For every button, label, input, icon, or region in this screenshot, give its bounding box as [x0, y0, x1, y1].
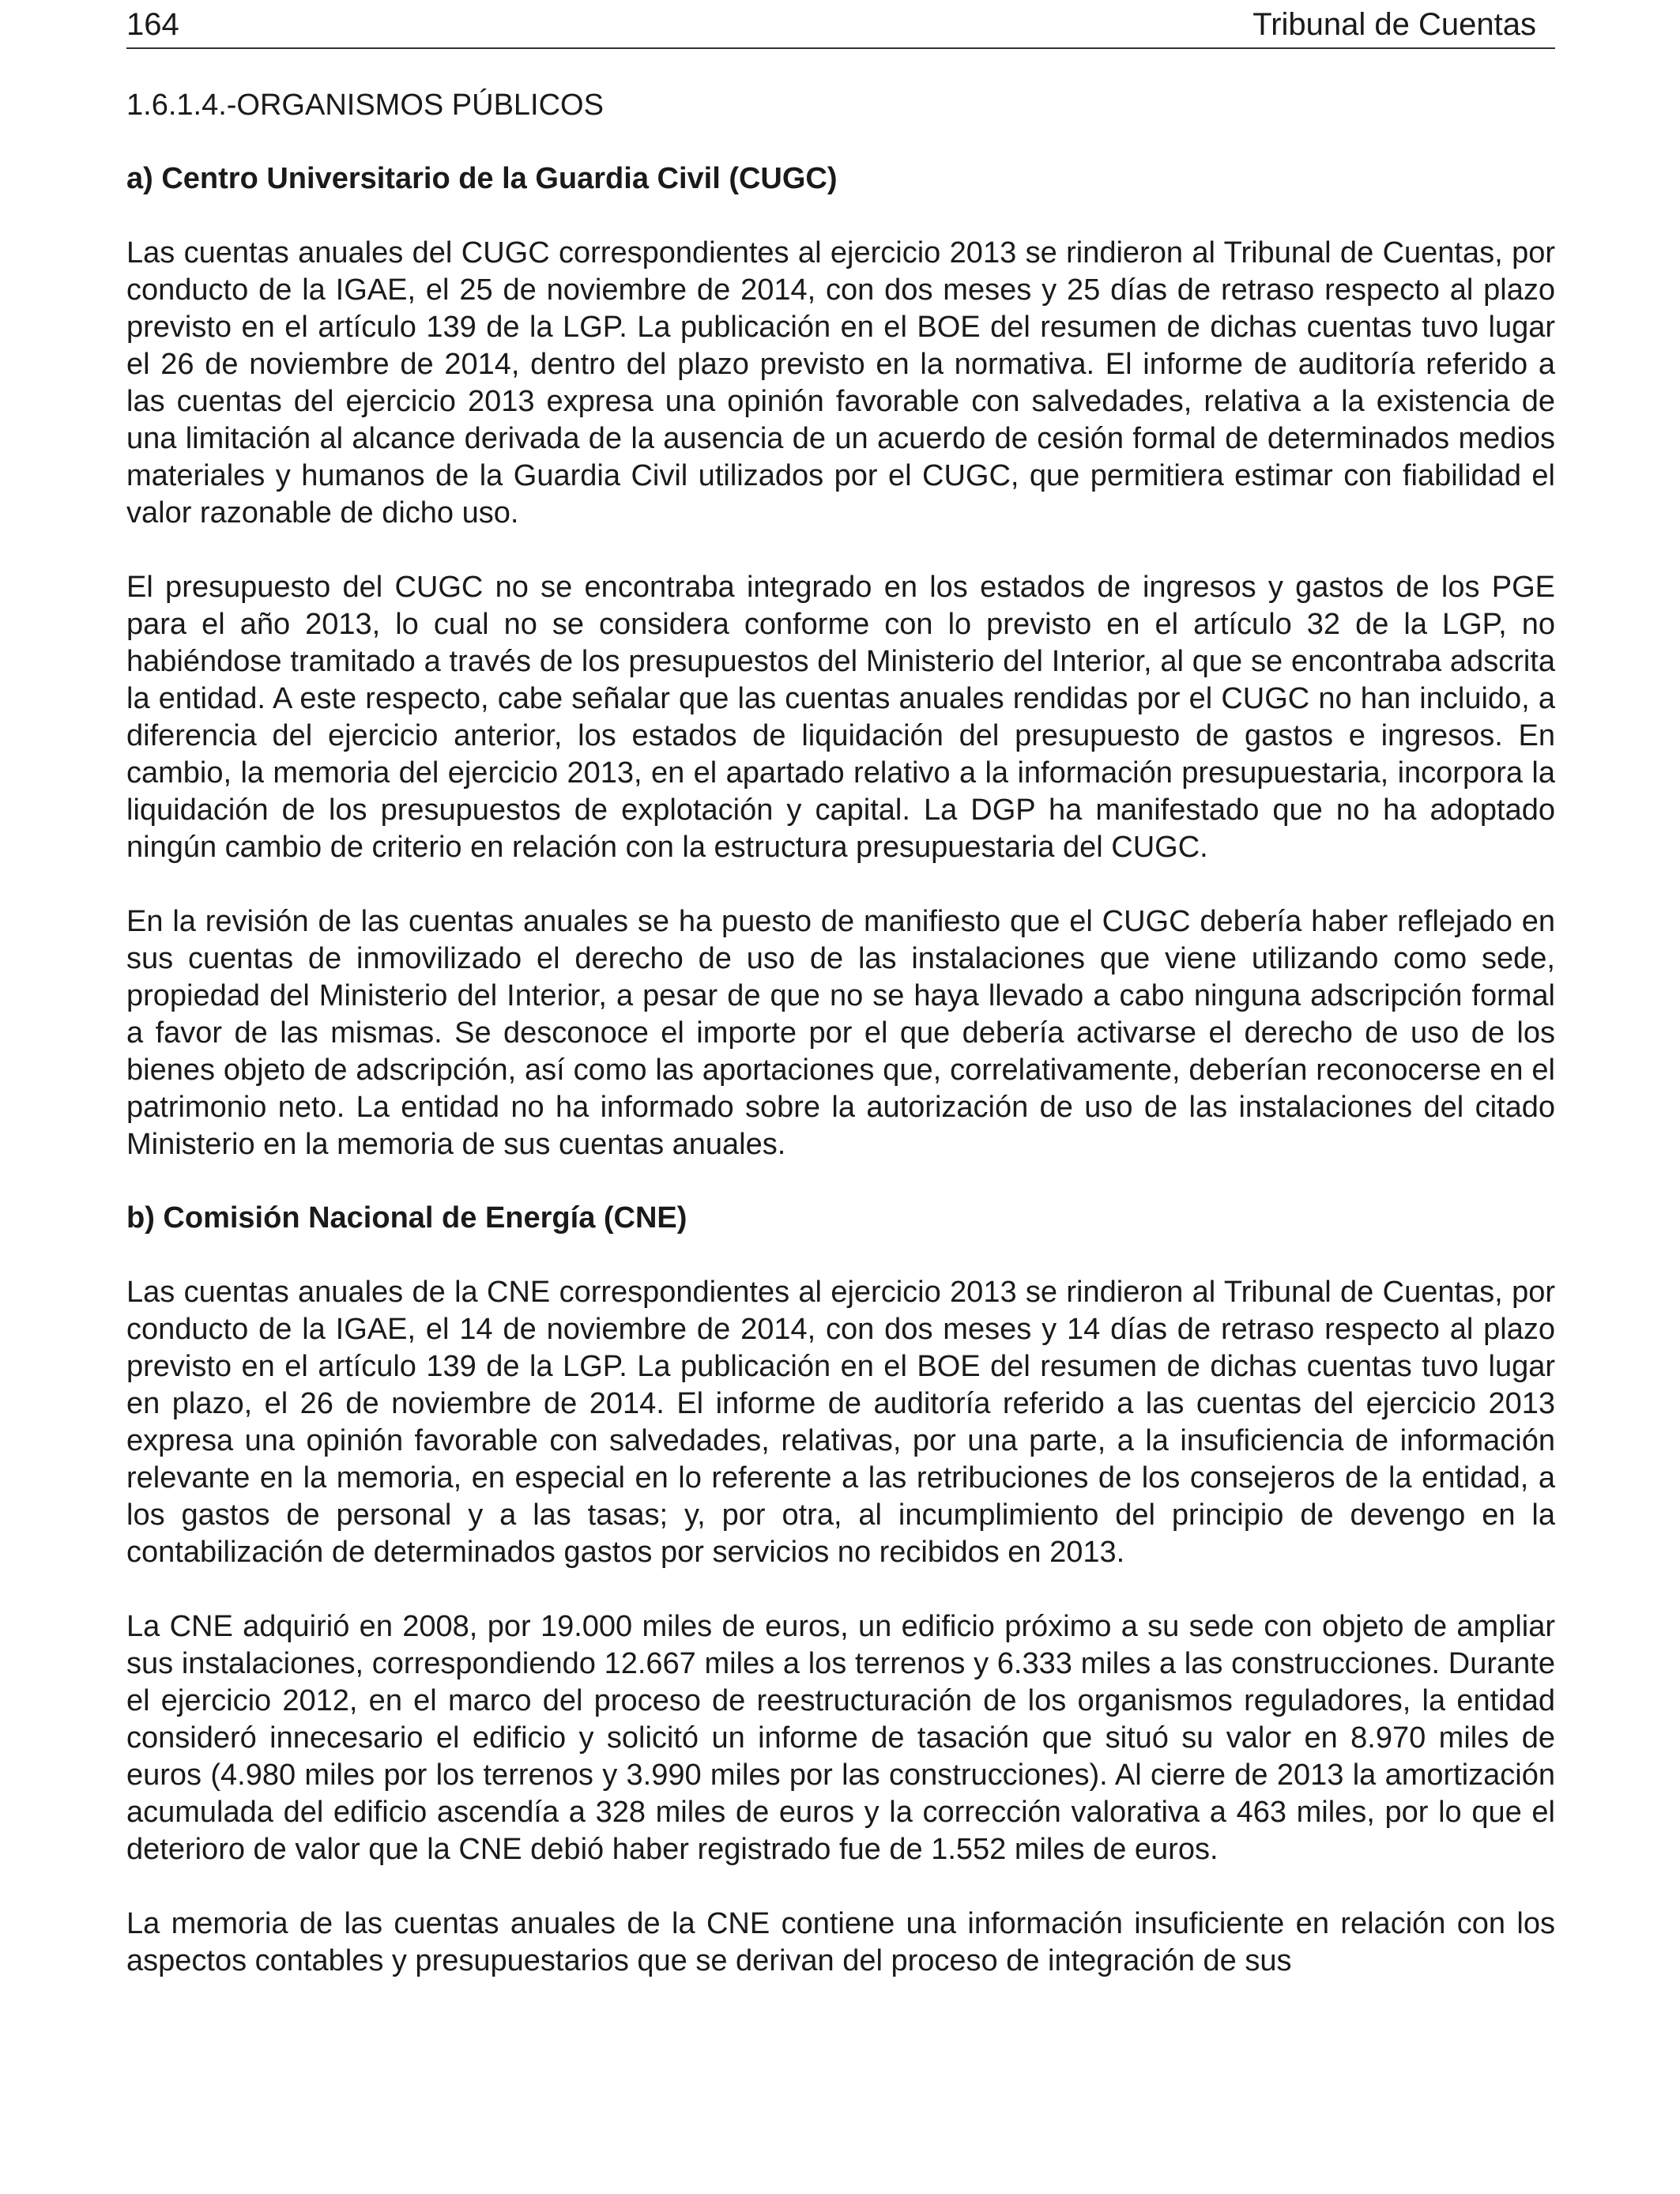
subsection-title-cne: b) Comisión Nacional de Energía (CNE)	[126, 1201, 687, 1235]
document-body	[126, 87, 1555, 1980]
paragraph: Las cuentas anuales del CUGC correspondientes al ejercicio 2013 se rindieron al Tribunal de Cuentas, por conducto de la IGAE, el 25 de noviembre de 2014, con dos meses y 25 días de retraso respecto al plazo previsto en el artículo 139 de la LGP. La publicación en el BOE del resumen de dichas cuentas tuvo lugar el 26 de noviembre de 2014, dentro del plazo previsto en la normativa. El informe de auditoría referido a las cuentas del ejercicio 2013 expresa una opinión favorable con salvedades, relativa a la existencia de una limitación al alcance derivada de la ausencia de un acuerdo de cesión formal de determinados medios materiales y humanos de la Guardia Civil utilizados por el CUGC, que permitiera estimar con fiabilidad el valor razonable de dicho uso.	[126, 236, 1555, 530]
paragraph: El presupuesto del CUGC no se encontraba integrado en los estados de ingresos y gastos de los PGE para el año 2013, lo cual no se considera conforme con lo previsto en el artículo 32 de la LGP, no habiéndose tramitado a través de los presupuestos del Ministerio del Interior, al que se encontraba adscrita la entidad. A este respecto, cabe señalar que las cuentas anuales rendidas por el CUGC no han incluido, a diferencia del ejercicio anterior, los estados de liquidación del presupuesto de gastos e ingresos. En cambio, la memoria del ejercicio 2013, en el apartado relativo a la información presupuestaria, incorpora la liquidación de los presupuestos de explotación y capital. La DGP ha manifestado que no ha adoptado ningún cambio de criterio en relación con la estructura presupuestaria del CUGC.	[126, 571, 1555, 864]
paragraph: La memoria de las cuentas anuales de la CNE contiene una información insuficiente en relación con los aspectos contables y presupuestarios que se derivan del proceso de integración de sus	[126, 1907, 1555, 1977]
paragraph: En la revisión de las cuentas anuales se ha puesto de manifiesto que el CUGC debería haber reflejado en sus cuentas de inmovilizado el derecho de uso de las instalaciones que viene utilizando como sede, propiedad del Ministerio del Interior, a pesar de que no se haya llevado a cabo ninguna adscripción formal a favor de las mismas. Se desconoce el importe por el que debería activarse el derecho de uso de los bienes objeto de adscripción, así como las aportaciones que, correlativamente, deberían reconocerse en el patrimonio neto. La entidad no ha informado sobre la autorización de uso de las instalaciones del citado Ministerio en la memoria de sus cuentas anuales.	[126, 905, 1555, 1161]
page-number: 164	[126, 7, 179, 42]
document-page	[126, 0, 1555, 1980]
section-title: 1.6.1.4.-ORGANISMOS PÚBLICOS	[126, 89, 604, 122]
page-header	[126, 3, 1555, 49]
subsection-title-cugc: a) Centro Universitario de la Guardia Civil (CUGC)	[126, 162, 838, 195]
paragraph: Las cuentas anuales de la CNE correspondientes al ejercicio 2013 se rindieron al Tribunal de Cuentas, por conducto de la IGAE, el 14 de noviembre de 2014, con dos meses y 14 días de retraso respecto al plazo previsto en el artículo 139 de la LGP. La publicación en el BOE del resumen de dichas cuentas tuvo lugar en plazo, el 26 de noviembre de 2014. El informe de auditoría referido a las cuentas del ejercicio 2013 expresa una opinión favorable con salvedades, relativas, por una parte, a la insuficiencia de información relevante en la memoria, en especial en lo referente a las retribuciones de los consejeros de la entidad, a los gastos de personal y a las tasas; y, por otra, al incumplimiento del principio de devengo en la contabilización de determinados gastos por servicios no recibidos en 2013.	[126, 1276, 1555, 1569]
running-title: Tribunal de Cuentas	[1252, 7, 1536, 42]
paragraph: La CNE adquirió en 2008, por 19.000 miles de euros, un edificio próximo a su sede con objeto de ampliar sus instalaciones, correspondiendo 12.667 miles a los terrenos y 6.333 miles a las construcciones. Durante el ejercicio 2012, en el marco del proceso de reestructuración de los organismos reguladores, la entidad consideró innecesario el edificio y solicitó un informe de tasación que situó su valor en 8.970 miles de euros (4.980 miles por los terrenos y 3.990 miles por las construcciones). Al cierre de 2013 la amortización acumulada del edificio ascendía a 328 miles de euros y la corrección valorativa a 463 miles, por lo que el deterioro de valor que la CNE debió haber registrado fue de 1.552 miles de euros.	[126, 1610, 1555, 1866]
